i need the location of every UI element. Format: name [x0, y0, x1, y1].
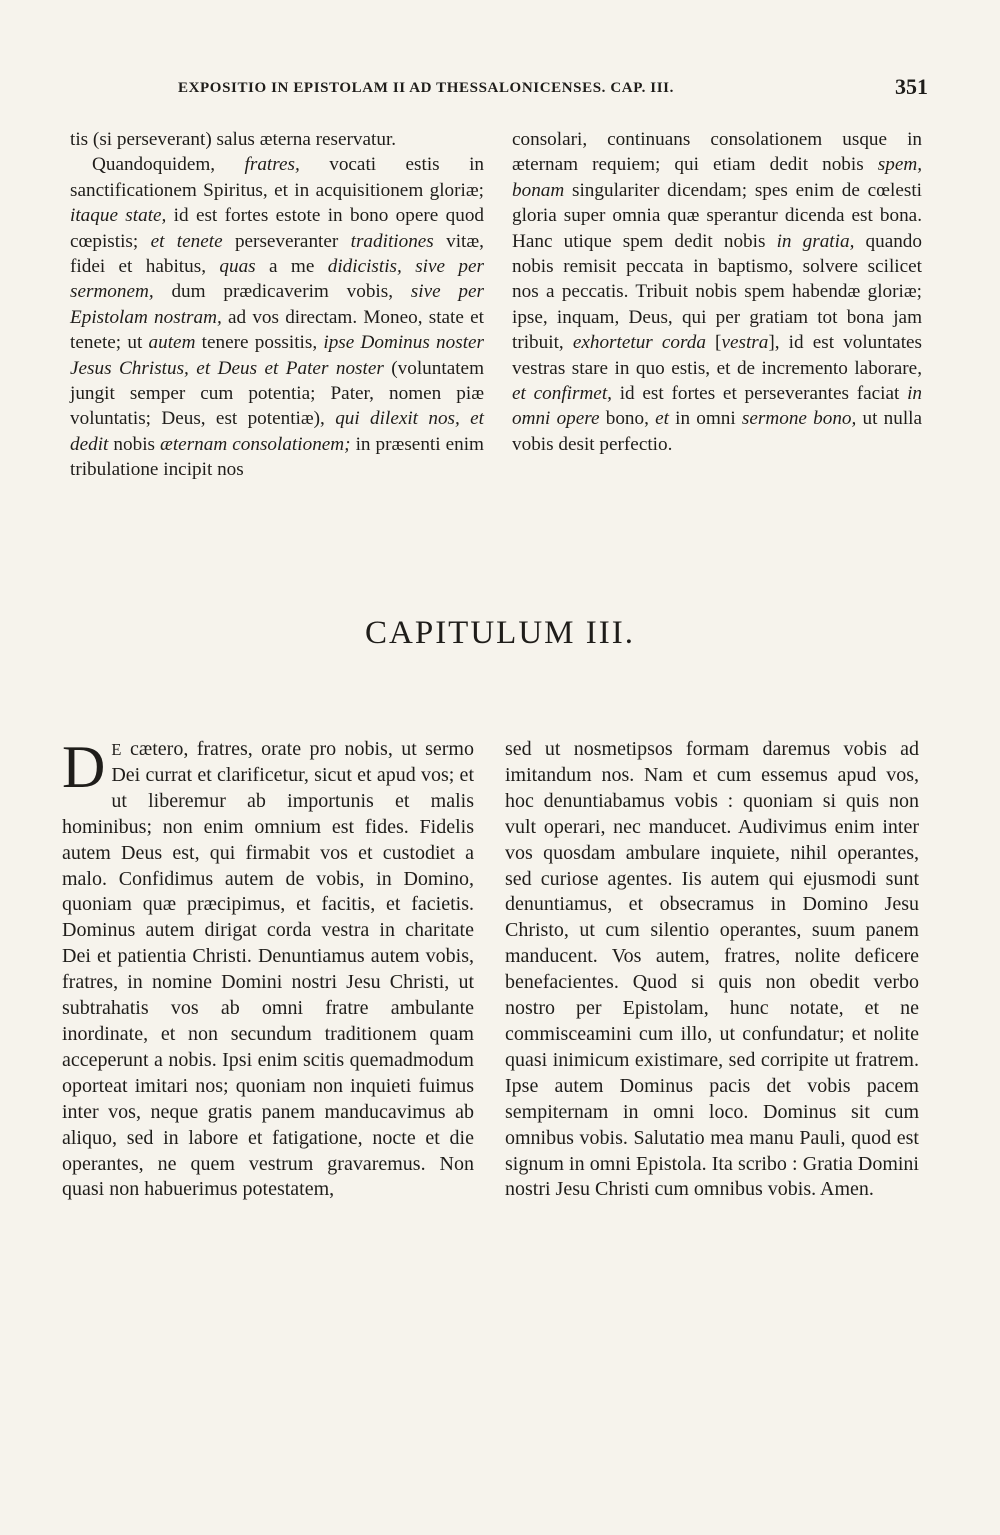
continuation-line: tis (si perseverant) salus æterna reservatur. — [70, 129, 397, 150]
commentary-paragraph: consolari, continuans consolationem usque in æternam requiem; qui etiam dedit nobis spem, bonam singulariter dicendam; spes enim de cœlesti gloria super omnia quæ sperantur dicenda est bona. Hanc utique spem dedit nobis in gratia, quando nobis remisit peccata in baptismo, solvere scilicet nos a peccatis. Tribuit nobis spem habendæ gloriæ; ipse, inquam, Deus, qui per gratiam tot bona jam tribuit, exhortetur corda [vestra], id est voluntates vestras stare in quo estis, et de incremento laborare, et confirmet, id est fortes et perseverantes faciat in omni opere bono, et in omni sermone bono, ut nulla vobis desit perfectio. — [512, 129, 923, 455]
scripture-left-column — [62, 734, 474, 1203]
chapter-heading: CAPITULUM III. — [365, 615, 635, 651]
drop-cap: D — [62, 734, 106, 800]
scripture-paragraph: sed ut nosmetipsos formam daremus vobis ad imitandum nos. Nam et cum essemus apud vos, hoc denuntiabamus vobis : quoniam si quis non vult operari, nec manducet. Audivimus enim inter vos quosdam ambulare inquiete, nihil operantes, sed curiose agentes. Iis autem qui ejusmodi sunt denuntiamus, et obsecramus in Domino Jesu Christo, ut cum silentio operantes, suum panem manducent. Vos autem, fratres, nolite deficere benefacientes. Quod si quis non obedit verbo nostro per Epistolam, hunc notate, et ne commisceamini cum illo, ut confundatur; et nolite quasi inimicum existimare, sed corripite ut fratrem. Ipse autem Dominus pacis det vobis pacem sempiternam in omni loco. Dominus sit cum omnibus vobis. Salutatio mea manu Pauli, quod est signum in omni Epistola. Ita scribo : Gratia Domini nostri Jesu Christi cum omnibus vobis. Amen. — [505, 738, 919, 1201]
scripture-paragraph — [62, 734, 474, 1203]
running-head — [70, 72, 928, 108]
scripture-right-column — [505, 737, 919, 1203]
running-title: EXPOSITIO IN EPISTOLAM II AD THESSALONICENSES. CAP. III. — [178, 80, 674, 96]
page-number: 351 — [895, 74, 928, 99]
top-right-column — [512, 127, 922, 457]
scripture-text: cætero, fratres, orate pro nobis, ut sermo Dei currat et clarificetur, sicut et apud vos; et ut liberemur ab importunis et malis hominibus; non enim omnium est fides. Fidelis autem Deus est, qui firmabit vos et custodiet a malo. Confidimus autem de vobis, in Domino, quoniam quæ præcipimus, et facitis, et facietis. Dominus autem dirigat corda vestra in charitate Dei et patientia Christi. Denuntiamus autem vobis, fratres, in nomine Domini nostri Jesu Christi, ut subtrahatis vos ab omni fratre ambulante inordinate, et non secundum traditionem quam acceperunt a nobis. Ipsi enim scitis quemadmodum oporteat imitari nos; quoniam non inquieti fuimus inter vos, neque gratis panem manducavimus ab aliquo, sed in labore et fatigatione, nocte et die operantes, ne quem vestrum gravaremus. Non quasi non habuerimus potestatem, — [62, 738, 474, 1201]
lead-smallcaps: E — [111, 740, 122, 759]
commentary-paragraph: Quandoquidem, fratres, vocati estis in sanctificationem Spiritus, et in acquisitionem gloriæ; itaque state, id est fortes estote in bono opere quod cœpistis; et tenete perseveranter traditiones vitæ, fidei et habitus, quas a me didicistis, sive per sermonem, dum prædicaverim vobis, sive per Epistolam nostram, ad vos directam. Moneo, state et tenete; ut autem tenere possitis, ipse Dominus noster Jesus Christus, et Deus et Pater noster (voluntatem jungit semper cum potentia; Pater, nomen piæ voluntatis; Deus, est potentiæ), qui dilexit nos, et dedit nobis æternam consolationem; in præsenti enim tribulatione incipit nos — [70, 154, 485, 481]
top-left-column — [70, 127, 484, 483]
